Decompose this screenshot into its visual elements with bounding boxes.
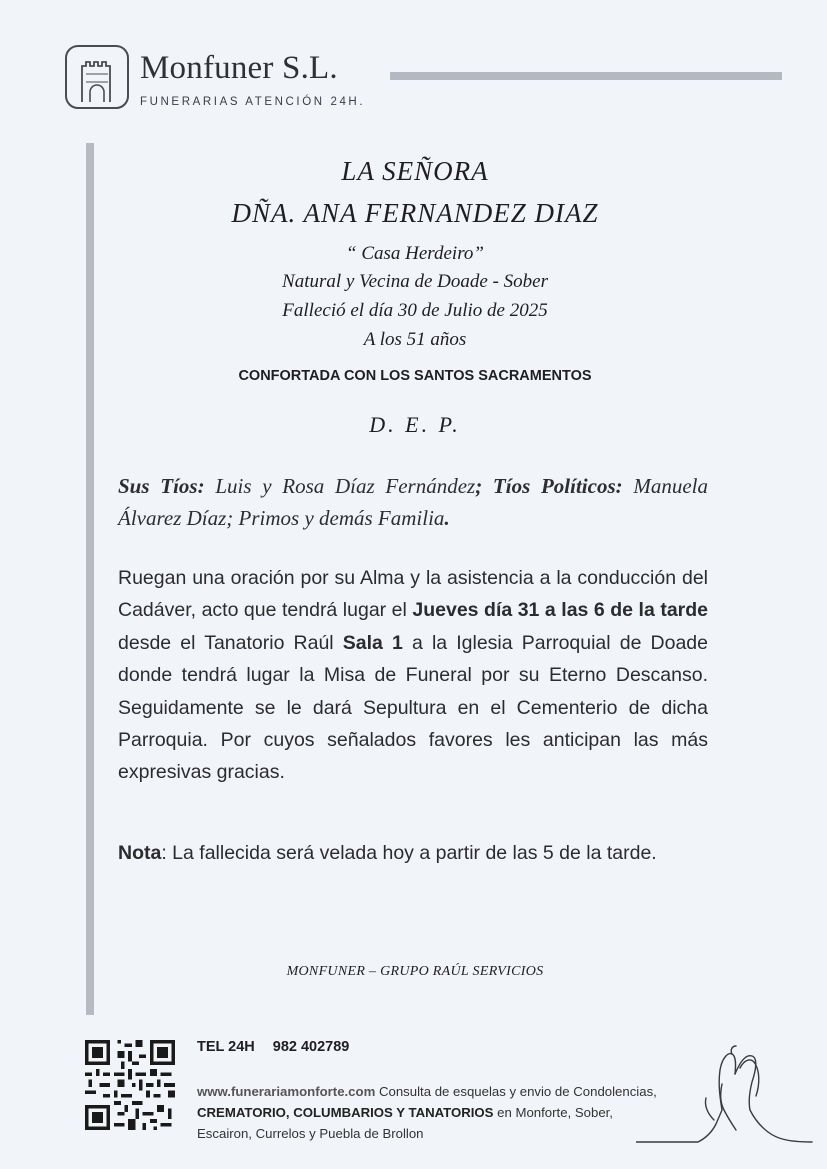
header-rule [390, 72, 782, 80]
deceased-name: DÑA. ANA FERNANDEZ DIAZ [231, 198, 599, 228]
side-rule [86, 143, 94, 1015]
website-link[interactable]: www.funerariamonforte.com [197, 1084, 376, 1099]
family-label-inlaws: Tíos Políticos: [492, 474, 623, 498]
contact-text-1: Consulta de esquelas y envio de Condolencias, [375, 1084, 657, 1099]
death-date-line: Falleció el día 30 de Julio de 2025 [282, 300, 548, 321]
praying-hands-icon [636, 1040, 816, 1150]
telephone-line [197, 1039, 367, 1055]
contact-info [197, 1081, 667, 1144]
brand-name: Monfuner S.L. [140, 50, 338, 86]
family-inlaws: Manuela Álvarez Díaz; Primos y demás Familia [118, 474, 709, 530]
brand-tagline: FUNERARIAS ATENCIÓN 24H. [140, 96, 366, 108]
qr-code-icon[interactable] [85, 1040, 175, 1130]
note-label: Nota [118, 842, 162, 864]
family-separator: ; [475, 474, 493, 498]
sacraments-line: CONFORTADA CON LOS SANTOS SACRAMENTOS [238, 368, 592, 384]
tel-number[interactable]: 982 402789 [272, 1039, 350, 1055]
ceremony-text-3: a la Iglesia Parroquial de Doade donde tendrá lugar la Misa de Funeral por su Eterno Descanso. Seguidamente se le dará Sepultura en el Cementerio de dicha Parroquia. Por cuyos señalados favores les anticipan las más expresivas gracias. [118, 631, 709, 784]
ceremony-room: Sala 1 [342, 631, 403, 654]
family-paragraph [118, 470, 708, 534]
contact-text-2: en Monforte, Sober, Escairon, Currelos y Puebla de Brollon [197, 1105, 613, 1141]
family-uncles: Luis y Rosa Díaz Fernández [204, 474, 476, 498]
origin-line: Natural y Vecina de Doade - Sober [282, 271, 548, 292]
note-line [118, 842, 738, 865]
house-name: “ Casa Herdeiro” [346, 243, 484, 264]
rip-line: D. E. P. [369, 412, 461, 437]
ceremony-text-2: desde el Tanatorio Raúl [118, 631, 343, 654]
ceremony-time: Jueves día 31 a las 6 de la tarde [412, 599, 709, 622]
services-list: CREMATORIO, COLUMBARIOS Y TANATORIOS [197, 1105, 494, 1120]
tel-label: TEL 24H [197, 1039, 255, 1055]
ceremony-paragraph [118, 562, 708, 789]
footer-company: MONFUNER – GRUPO RAÚL SERVICIOS [286, 964, 544, 979]
note-text: : La fallecida será velada hoy a partir de las 5 de la tarde. [161, 842, 657, 864]
title-honorific: LA SEÑORA [341, 156, 489, 186]
castle-tower-icon [64, 44, 130, 110]
family-end: . [444, 506, 450, 530]
age-line: A los 51 años [363, 329, 467, 350]
family-label-uncles: Sus Tíos: [118, 474, 205, 498]
ceremony-text-1: Ruegan una oración por su Alma y la asistencia a la conducción del Cadáver, acto que tendrá lugar el [118, 567, 708, 622]
